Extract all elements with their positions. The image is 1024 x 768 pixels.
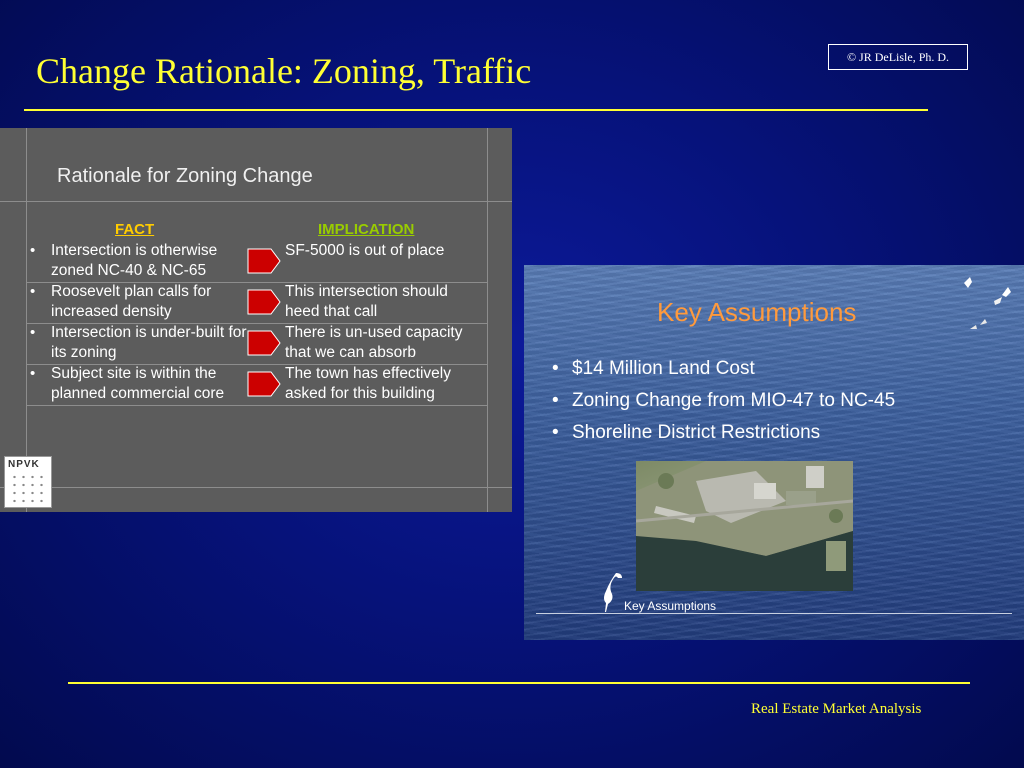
list-item bbox=[552, 385, 895, 417]
flying-birds-icon bbox=[944, 273, 1022, 339]
list-item bbox=[552, 417, 895, 449]
rationale-heading: Rationale for Zoning Change bbox=[57, 165, 313, 187]
fact-text: Intersection is under-built for its zoning bbox=[51, 324, 247, 361]
rationale-row bbox=[0, 241, 488, 282]
implication-text: The town has effectively asked for this building bbox=[285, 365, 451, 402]
fact-column-header: FACT bbox=[115, 221, 155, 238]
copyright-text: © JR DeLisle, Ph. D. bbox=[846, 49, 950, 64]
implication-text: SF-5000 is out of place bbox=[285, 242, 445, 259]
fact-text: Roosevelt plan calls for increased density bbox=[51, 283, 212, 320]
bullet: • bbox=[552, 390, 559, 411]
bullet: • bbox=[30, 365, 36, 382]
assumption-text: Zoning Change from MIO-47 to NC-45 bbox=[572, 390, 896, 411]
red-arrow-icon bbox=[247, 330, 281, 356]
copyright-box bbox=[828, 44, 968, 70]
slide-title: Change Rationale: Zoning, Traffic bbox=[36, 51, 532, 91]
bullet: • bbox=[30, 324, 36, 341]
assumptions-list bbox=[552, 353, 895, 449]
caption-divider bbox=[536, 613, 1012, 614]
bullet: • bbox=[30, 283, 36, 300]
rationale-row bbox=[0, 323, 488, 364]
npvk-logo-text: NPVK bbox=[8, 459, 40, 470]
bullet: • bbox=[552, 358, 559, 379]
aerial-photo bbox=[636, 461, 853, 591]
rationale-slide-image bbox=[0, 128, 512, 512]
fact-text: Intersection is otherwise zoned NC-40 & NC-65 bbox=[51, 242, 218, 279]
grid-line bbox=[0, 487, 512, 488]
implication-column-header: IMPLICATION bbox=[318, 221, 415, 238]
slide-caption: Key Assumptions bbox=[624, 599, 717, 613]
npvk-logo bbox=[4, 456, 52, 508]
assumption-text: $14 Million Land Cost bbox=[572, 358, 755, 379]
bullet: • bbox=[552, 422, 559, 443]
red-arrow-icon bbox=[247, 371, 281, 397]
grid-line bbox=[26, 405, 488, 406]
grid-line bbox=[0, 201, 512, 202]
list-item bbox=[552, 353, 895, 385]
footer-divider bbox=[68, 682, 970, 684]
bullet: • bbox=[30, 242, 36, 259]
key-assumptions-heading: Key Assumptions bbox=[657, 297, 857, 327]
rationale-row bbox=[0, 364, 488, 405]
assumption-text: Shoreline District Restrictions bbox=[572, 422, 821, 443]
key-assumptions-slide-image bbox=[524, 265, 1024, 640]
fact-text: Subject site is within the planned commercial core bbox=[51, 365, 225, 402]
title-divider bbox=[24, 109, 928, 111]
red-arrow-icon bbox=[247, 289, 281, 315]
footer-text: Real Estate Market Analysis bbox=[751, 701, 922, 717]
red-arrow-icon bbox=[247, 248, 281, 274]
implication-text: There is un-used capacity that we can absorb bbox=[285, 324, 463, 361]
heron-icon bbox=[602, 571, 624, 613]
npvk-logo-dots bbox=[10, 473, 48, 505]
implication-text: This intersection should heed that call bbox=[285, 283, 448, 320]
rationale-row bbox=[0, 282, 488, 323]
